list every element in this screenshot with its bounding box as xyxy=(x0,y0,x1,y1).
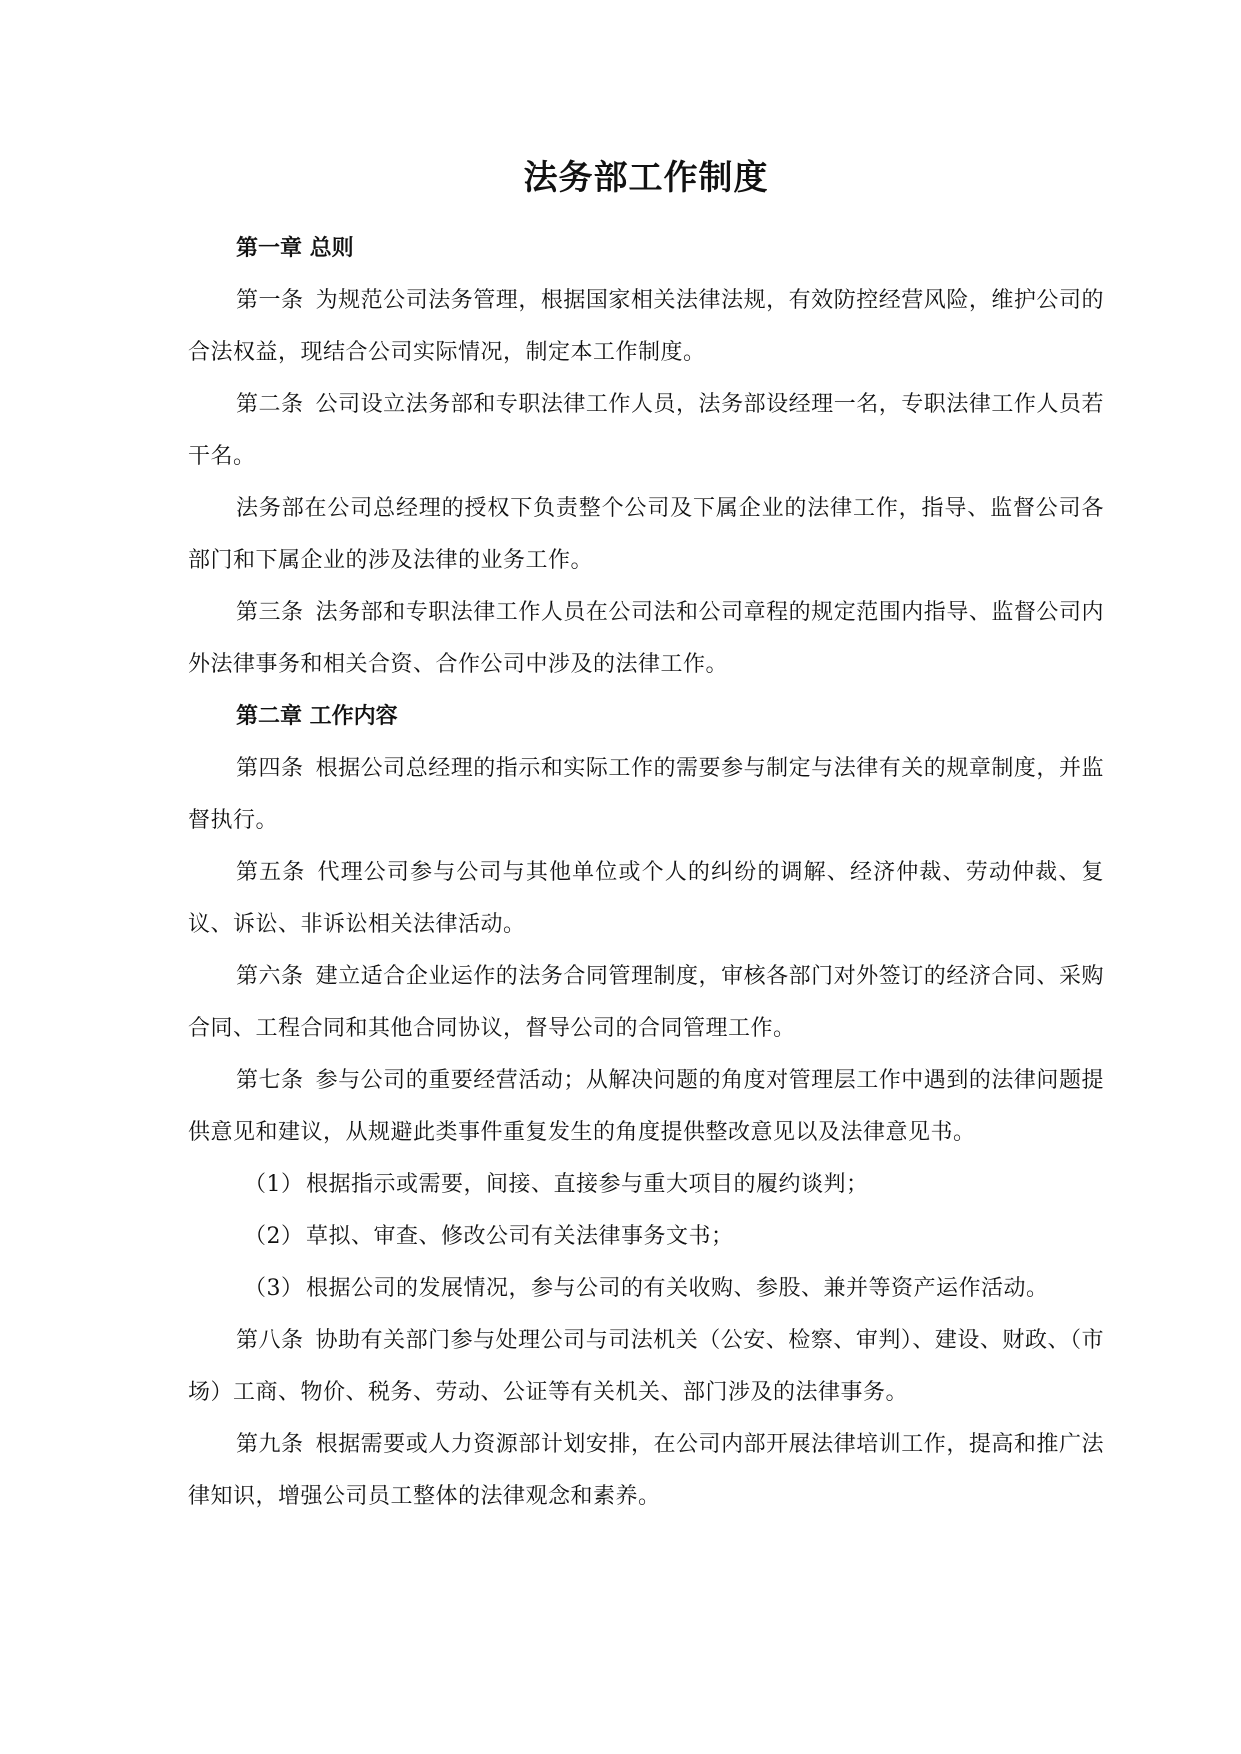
list-item-number: （2） xyxy=(244,1224,304,1249)
list-item-text: 根据公司的发展情况，参与公司的有关收购、参股、兼并等资产运作活动。 xyxy=(306,1276,1049,1301)
article-number: 第六条 xyxy=(236,964,304,989)
article-paragraph xyxy=(188,275,1104,379)
article-number: 第一条 xyxy=(236,288,304,313)
document-title: 法务部工作制度 xyxy=(523,158,769,198)
article-paragraph xyxy=(188,379,1104,483)
article-paragraph xyxy=(188,1315,1104,1419)
list-item-number: （3） xyxy=(244,1276,304,1301)
article-number: 第二条 xyxy=(236,392,304,417)
article-paragraph xyxy=(188,1055,1104,1159)
article-text: 根据需要或人力资源部计划安排，在公司内部开展法律培训工作，提高和推广法律知识，增强公司员工整体的法律观念和素养。 xyxy=(188,1432,1104,1509)
article-paragraph xyxy=(188,1419,1104,1523)
article-paragraph xyxy=(188,847,1104,951)
article-paragraph xyxy=(188,743,1104,847)
article-number: 第八条 xyxy=(236,1328,304,1353)
list-item xyxy=(188,1159,1104,1211)
article-number: 第七条 xyxy=(236,1068,304,1093)
article-number: 第四条 xyxy=(236,756,304,781)
article-text: 为规范公司法务管理，根据国家相关法律法规，有效防控经营风险，维护公司的合法权益，现结合公司实际情况，制定本工作制度。 xyxy=(188,288,1104,365)
article-paragraph: 法务部在公司总经理的授权下负责整个公司及下属企业的法律工作，指导、监督公司各部门和下属企业的涉及法律的业务工作。 xyxy=(188,496,1104,573)
article-paragraph xyxy=(188,951,1104,1055)
article-number: 第三条 xyxy=(236,600,304,625)
article-text: 建立适合企业运作的法务合同管理制度，审核各部门对外签订的经济合同、采购合同、工程合同和其他合同协议，督导公司的合同管理工作。 xyxy=(188,964,1104,1041)
article-number: 第五条 xyxy=(236,860,306,885)
article-text: 代理公司参与公司与其他单位或个人的纠纷的调解、经济仲裁、劳动仲裁、复议、诉讼、非诉讼相关法律活动。 xyxy=(188,860,1104,937)
article-paragraph xyxy=(188,587,1104,691)
article-number: 第九条 xyxy=(236,1432,304,1457)
list-item xyxy=(188,1263,1104,1315)
article-text: 公司设立法务部和专职法律工作人员，法务部设经理一名，专职法律工作人员若干名。 xyxy=(188,392,1104,469)
article-text: 法务部和专职法律工作人员在公司法和公司章程的规定范围内指导、监督公司内外法律事务和相关合资、合作公司中涉及的法律工作。 xyxy=(188,600,1104,677)
list-item-number: （1） xyxy=(244,1172,304,1197)
list-item xyxy=(188,1211,1104,1263)
article-text: 根据公司总经理的指示和实际工作的需要参与制定与法律有关的规章制度，并监督执行。 xyxy=(188,756,1104,833)
chapter-heading: 第一章 总则 xyxy=(236,236,354,261)
list-item-text: 草拟、审查、修改公司有关法律事务文书； xyxy=(306,1224,734,1249)
chapter-heading: 第二章 工作内容 xyxy=(236,704,398,729)
list-item-text: 根据指示或需要，间接、直接参与重大项目的履约谈判； xyxy=(306,1172,869,1197)
article-text: 协助有关部门参与处理公司与司法机关（公安、检察、审判）、建设、财政、（市场）工商、物价、税务、劳动、公证等有关机关、部门涉及的法律事务。 xyxy=(188,1328,1104,1405)
article-text: 参与公司的重要经营活动；从解决问题的角度对管理层工作中遇到的法律问题提供意见和建议，从规避此类事件重复发生的角度提供整改意见以及法律意见书。 xyxy=(188,1068,1104,1145)
document-page xyxy=(188,150,1104,1523)
